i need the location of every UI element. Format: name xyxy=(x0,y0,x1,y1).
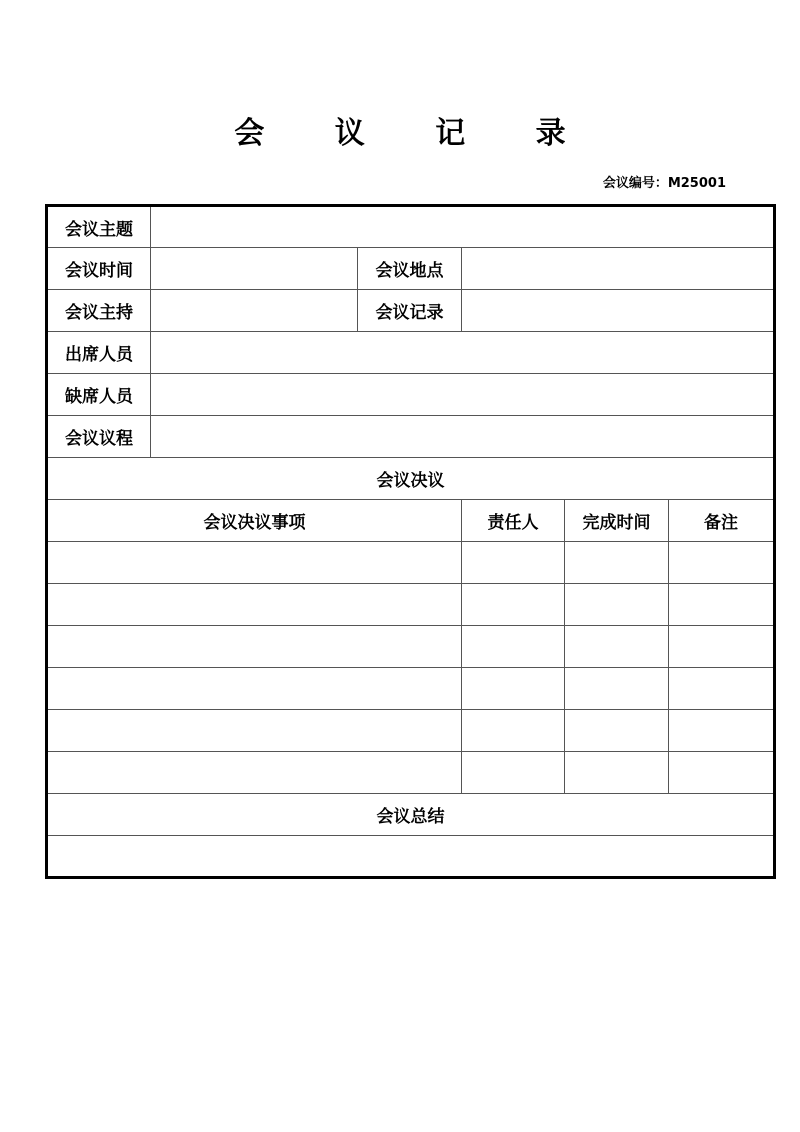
resolution-remarks-cell[interactable] xyxy=(669,584,775,626)
input-recorder[interactable] xyxy=(462,290,775,332)
column-header-item: 会议决议事项 xyxy=(47,500,462,542)
resolution-item-cell[interactable] xyxy=(47,668,462,710)
resolution-remarks-cell[interactable] xyxy=(669,752,775,794)
resolution-remarks-cell[interactable] xyxy=(669,626,775,668)
row-resolutions-heading xyxy=(47,458,775,500)
meeting-record-form xyxy=(45,204,776,879)
row-host-recorder xyxy=(47,290,775,332)
page-title: 会 议 记 录 xyxy=(234,116,596,151)
input-location[interactable] xyxy=(462,248,775,290)
resolution-row xyxy=(47,626,775,668)
resolution-item-cell[interactable] xyxy=(47,710,462,752)
resolution-owner-cell[interactable] xyxy=(462,626,565,668)
label-topic: 会议主题 xyxy=(47,206,151,248)
resolution-owner-cell[interactable] xyxy=(462,584,565,626)
label-attendees: 出席人员 xyxy=(47,332,151,374)
input-topic[interactable] xyxy=(151,206,775,248)
resolution-owner-cell[interactable] xyxy=(462,668,565,710)
summary-heading: 会议总结 xyxy=(47,794,775,836)
resolution-row xyxy=(47,752,775,794)
resolution-item-cell[interactable] xyxy=(47,584,462,626)
label-recorder: 会议记录 xyxy=(358,290,462,332)
input-time[interactable] xyxy=(151,248,358,290)
row-summary-heading xyxy=(47,794,775,836)
resolution-owner-cell[interactable] xyxy=(462,710,565,752)
row-topic xyxy=(47,206,775,248)
input-agenda[interactable] xyxy=(151,416,775,458)
resolution-remarks-cell[interactable] xyxy=(669,542,775,584)
resolution-row xyxy=(47,542,775,584)
resolution-remarks-cell[interactable] xyxy=(669,710,775,752)
row-agenda xyxy=(47,416,775,458)
resolution-due-cell[interactable] xyxy=(565,752,669,794)
summary-input[interactable] xyxy=(47,836,775,878)
label-location: 会议地点 xyxy=(358,248,462,290)
row-summary xyxy=(47,836,775,878)
label-absentees: 缺席人员 xyxy=(47,374,151,416)
meeting-number: 会议编号：M25001 xyxy=(602,176,726,191)
label-agenda: 会议议程 xyxy=(47,416,151,458)
resolution-due-cell[interactable] xyxy=(565,542,669,584)
input-absentees[interactable] xyxy=(151,374,775,416)
resolution-row xyxy=(47,710,775,752)
resolution-item-cell[interactable] xyxy=(47,626,462,668)
column-header-due-time: 完成时间 xyxy=(565,500,669,542)
resolution-due-cell[interactable] xyxy=(565,626,669,668)
label-time: 会议时间 xyxy=(47,248,151,290)
resolution-owner-cell[interactable] xyxy=(462,752,565,794)
resolution-item-cell[interactable] xyxy=(47,752,462,794)
input-attendees[interactable] xyxy=(151,332,775,374)
resolution-due-cell[interactable] xyxy=(565,710,669,752)
resolution-remarks-cell[interactable] xyxy=(669,668,775,710)
resolution-row xyxy=(47,584,775,626)
column-header-remarks: 备注 xyxy=(669,500,775,542)
row-attendees xyxy=(47,332,775,374)
resolutions-heading: 会议决议 xyxy=(47,458,775,500)
resolution-owner-cell[interactable] xyxy=(462,542,565,584)
resolution-due-cell[interactable] xyxy=(565,584,669,626)
resolution-row xyxy=(47,668,775,710)
input-host[interactable] xyxy=(151,290,358,332)
row-time-location xyxy=(47,248,775,290)
row-resolutions-header xyxy=(47,500,775,542)
resolution-item-cell[interactable] xyxy=(47,542,462,584)
column-header-owner: 责任人 xyxy=(462,500,565,542)
resolution-due-cell[interactable] xyxy=(565,668,669,710)
row-absentees xyxy=(47,374,775,416)
label-host: 会议主持 xyxy=(47,290,151,332)
